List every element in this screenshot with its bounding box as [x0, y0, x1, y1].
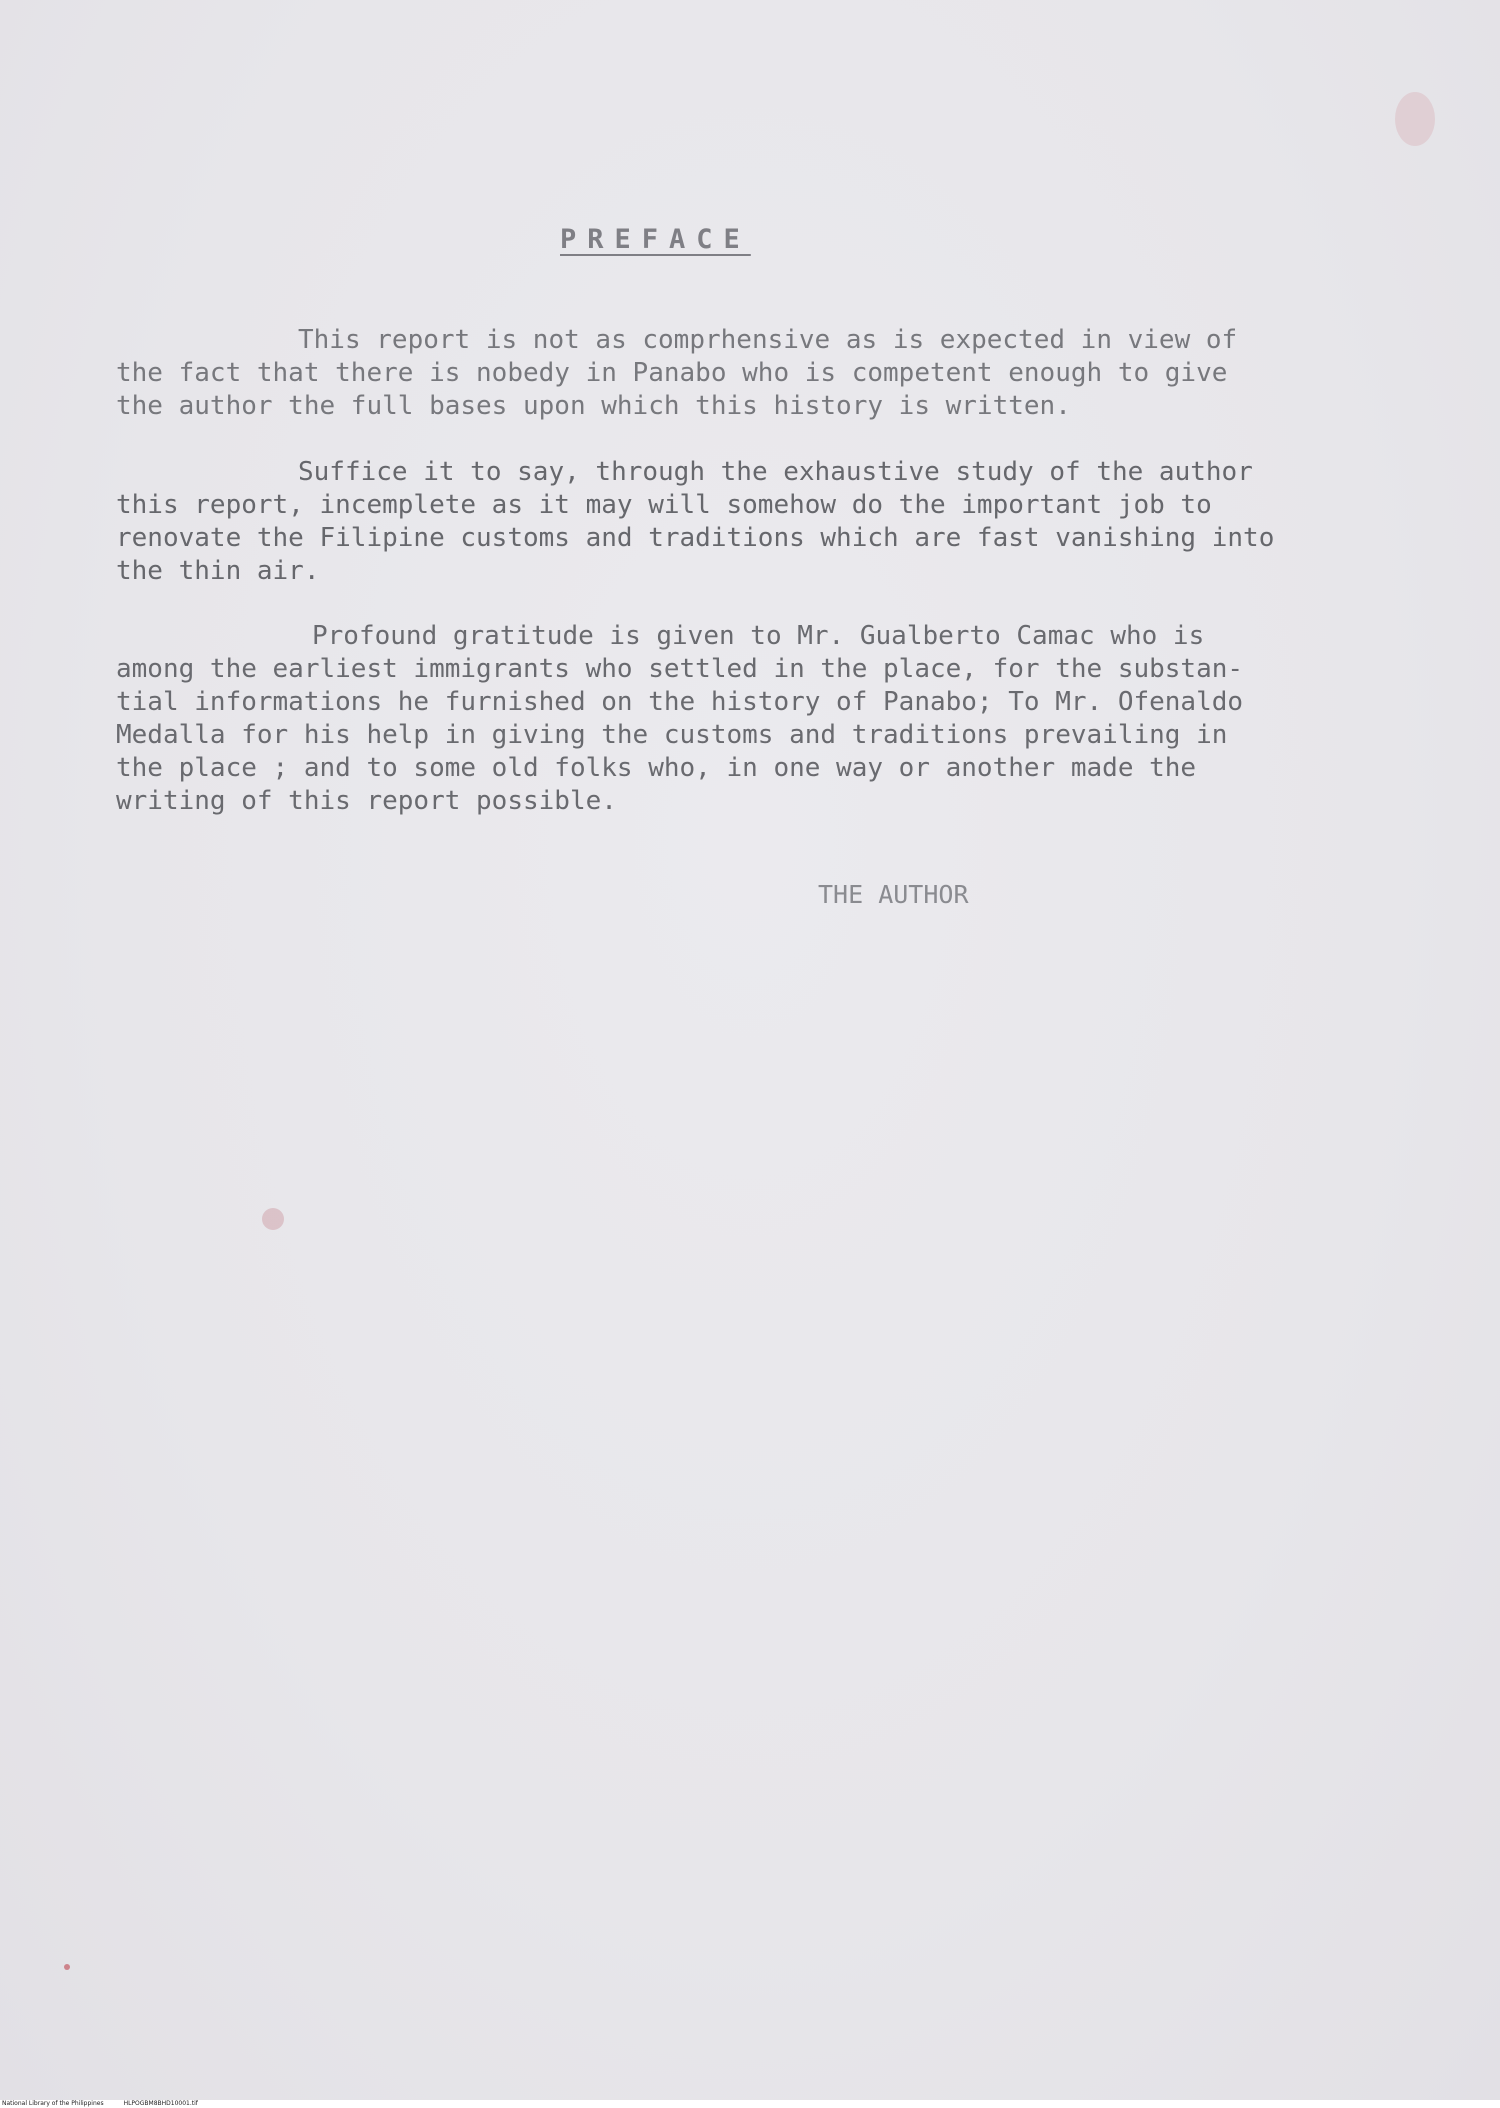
paragraph-line: this report, incemplete as it may will somehow do the important job to [116, 490, 1212, 520]
preface-paragraph-2 [116, 456, 1356, 588]
author-signature: THE AUTHOR [818, 880, 969, 909]
paragraph-line: the author the full bases upon which this history is written. [116, 391, 1071, 421]
library-name: National Library of the Philippines [2, 2100, 104, 2107]
paragraph-line: tial informations he furnished on the history of Panabo; To Mr. Ofenaldo [116, 687, 1244, 717]
paragraph-line: the place ; and to some old folks who, in one way or another made the [116, 753, 1197, 783]
paragraph-line: among the earliest immigrants who settled in the place, for the substan- [116, 654, 1244, 684]
page-title: PREFACE [560, 224, 751, 255]
paragraph-line: Suffice it to say, through the exhaustive study of the author [298, 457, 1253, 487]
scan-filename: HLPOGBM8BHD10001.tif [123, 2100, 198, 2107]
paragraph-line: the fact that there is nobedy in Panabo who is competent enough to give [116, 358, 1228, 388]
preface-paragraph-1 [116, 324, 1356, 423]
paragraph-line: Profound gratitude is given to Mr. Gualberto Camac who is [312, 621, 1205, 651]
paper-stain [262, 1208, 284, 1230]
scan-footer [0, 2100, 1500, 2108]
paragraph-line: renovate the Filipine customs and traditions which are fast vanishing into [116, 523, 1275, 553]
paragraph-line: writing of this report possible. [116, 786, 617, 816]
paper-stain [1395, 92, 1435, 146]
paragraph-line: Medalla for his help in giving the customs and traditions prevailing in [116, 720, 1228, 750]
paragraph-line: This report is not as comprhensive as is expected in view of [298, 325, 1238, 355]
paragraph-line: the thin air. [116, 556, 320, 586]
preface-paragraph-3 [116, 620, 1356, 818]
paper-stain [64, 1964, 70, 1970]
